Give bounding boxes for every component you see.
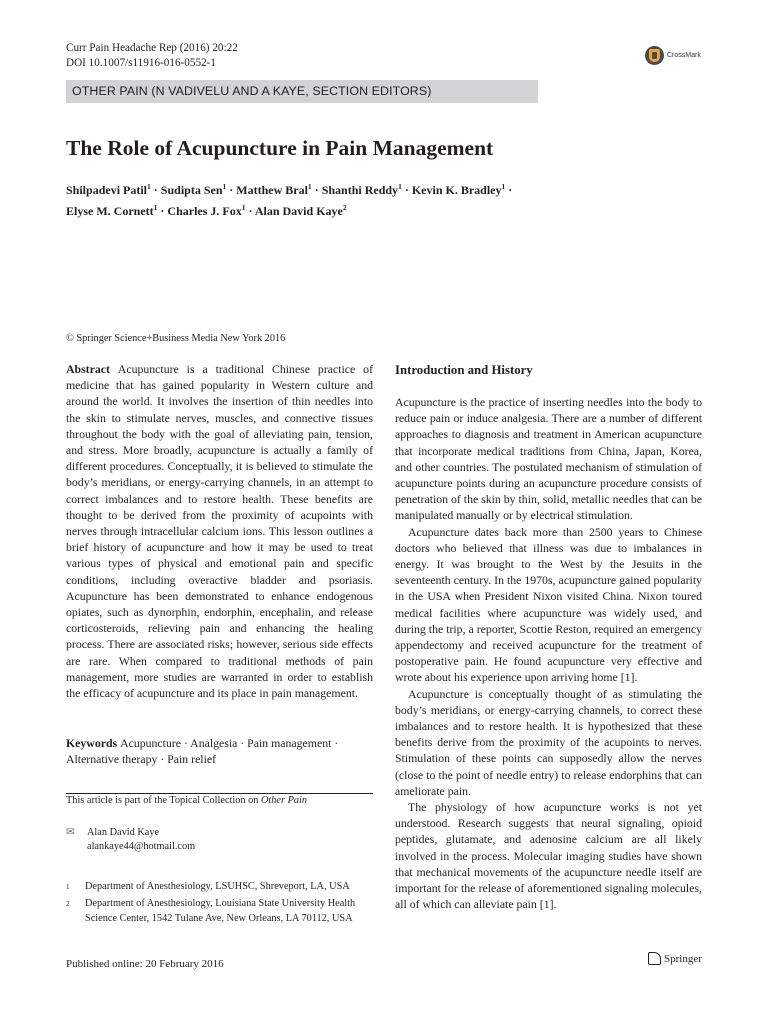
author-name[interactable]: Charles J. Fox xyxy=(167,204,242,218)
journal-header xyxy=(66,41,238,71)
envelope-icon: ✉ xyxy=(66,827,75,838)
paragraph: Acupuncture is conceptually thought of as stimulating the body’s meridians, or energy-carrying channels, to correct these imbalances and to restore health. It is hypothesized that these benefits derive from the proximity of the acupoints to nerves. Stimulation of these points can supposedly allow the nerves (close to the point of needle entry) to release endorphins that can ameliorate pain. xyxy=(395,686,702,798)
section-banner: OTHER PAIN (N VADIVELU AND A KAYE, SECTION EDITORS) xyxy=(66,80,538,103)
author-name[interactable]: Elyse M. Cornett xyxy=(66,204,154,218)
paragraph: The physiology of how acupuncture works is not yet understood. Research suggests that neural signaling, opioid peptides, glutamate, and adenosine calcium are all likely involved in the process. Molecular imaging studies have shown that mechanical movements of the acupuncture needle itself are important for the release of aforementioned signaling molecules, all of which can alleviate pain [1]. xyxy=(395,800,702,912)
intro-body xyxy=(395,394,702,913)
paragraph: Acupuncture is the practice of inserting needles into the body to reduce pain or induce analgesia. There are a number of different approaches to diagnosis and treatment in American acupuncture that incorporate medical traditions from China, Japan, Korea, and other countries. The postulated mechanism of stimulation of acupuncture points during an acupuncture procedure consists of penetration of the skin by thin, solid, metallic needles that can be manipulated manually or by electrical stimulation. xyxy=(395,395,702,523)
author-name[interactable]: Sudipta Sen xyxy=(160,183,223,197)
affiliation-number: 1 xyxy=(66,883,70,891)
affiliation-2 xyxy=(66,897,373,926)
copyright-notice: © Springer Science+Business Media New York 2016 xyxy=(66,333,286,344)
affiliation-number: 2 xyxy=(66,900,70,908)
author-affiliation-mark: 1 xyxy=(147,182,151,191)
affiliation-text: Department of Anesthesiology, Louisiana State University Health Science Center, 1542 Tulane Ave, New Orleans, LA 70112, USA xyxy=(85,898,356,924)
author-list: Shilpadevi Patil$^1$ · Sudipta Sen$^1$ · Matthew Bral$^1$ · Shanthi Reddy$^1$ · Kevin K. Bradley$^1$ · Elyse M. Cornett$^1$ · Charles J. Fox$^1$ · Alan David Kaye$^2$ xyxy=(66,182,513,218)
footnote-divider xyxy=(66,793,373,794)
crossmark-label: CrossMark xyxy=(667,51,701,59)
abstract xyxy=(66,361,373,701)
crossmark-badge[interactable] xyxy=(645,44,715,66)
corresponding-email[interactable]: alankaye44@hotmail.com xyxy=(87,841,196,852)
keywords xyxy=(66,735,373,767)
author-affiliation-mark: 2 xyxy=(342,203,347,212)
collection-topic-link[interactable]: Other Pain xyxy=(260,795,308,806)
keywords-text: Acupuncture · Analgesia · Pain management · Alternative therapy · Pain relief xyxy=(66,736,339,767)
collection-prefix: This article is part of the Topical Collection on xyxy=(66,795,261,806)
abstract-text: Acupuncture is a traditional Chinese practice of medicine that has gained popularity in Western culture and around the world. It involves the insertion of thin needles into the skin to stimulate nerves, muscles, and connective tissues throughout the body with the goal of alleviating pain, tension, and stress. More broadly, acupuncture is actually a family of different procedures. Conceptually, it is believed to stimulate the body’s meridians, or energy-carrying channels, in an attempt to correct imbalances and to restore health. These benefits are thought to be derived from the proximity of acupoints with nerves through intracellular calcium ions. This lesson outlines a brief history of acupuncture and how it may be used to treat various types of physical and emotional pain and specific conditions, including overactive bladder and psoriasis. Acupuncture has been demonstrated to enhance endogenous opiates, such as dynorphin, endorphin, encephalin, and release corticosteroids, relieving pain and enhancing the healing process. There are associated risks; however, serious side effects are rare. When compared to traditional methods of pain management, more studies are warranted in order to establish the efficacy of acupuncture and its place in pain management. xyxy=(66,362,373,701)
corresponding-author: Alan David Kaye xyxy=(87,827,160,838)
paragraph: Acupuncture dates back more than 2500 years to Chinese doctors who believed that illness was due to imbalances in energy. It was brought to the West by the Jesuits in the seventeenth century. In the 1970s, acupuncture gained popularity in the USA when President Nixon visited China. Nixon toured medical facilities where acupuncture was widely used, and during the trip, a reporter, Scottie Reston, required an emergency appendectomy and received acupuncture for the treatment of postoperative pain. He found acupuncture very effective and wrote about his experience upon arriving home [1]. xyxy=(395,524,702,685)
article-title: The Role of Acupuncture in Pain Management xyxy=(66,136,494,160)
author-affiliation-mark: 1 xyxy=(398,182,402,191)
correspondence xyxy=(66,826,195,854)
affiliation-1 xyxy=(66,880,373,895)
author-name[interactable]: Alan David Kaye xyxy=(254,204,343,218)
crossmark-icon xyxy=(645,46,664,65)
author-name[interactable]: Kevin K. Bradley xyxy=(411,183,502,197)
author-affiliation-mark: 1 xyxy=(307,182,312,191)
topical-collection-note xyxy=(66,795,307,806)
affiliation-text: Department of Anesthesiology, LSUHSC, Shreveport, LA, USA xyxy=(85,881,350,892)
author-affiliation-mark: 1 xyxy=(241,203,246,212)
author-affiliation-mark: 1 xyxy=(153,203,158,212)
abstract-label: Abstract xyxy=(66,362,110,376)
published-date: Published online: 20 February 2016 xyxy=(66,958,224,970)
journal-citation: Curr Pain Headache Rep (2016) 20:22 xyxy=(66,42,238,54)
keywords-label: Keywords xyxy=(66,736,118,750)
publisher-name: Springer xyxy=(664,952,702,965)
section-heading: Introduction and History xyxy=(395,363,533,377)
springer-horse-icon xyxy=(648,952,661,965)
springer-logo xyxy=(648,952,702,965)
author-name[interactable]: Matthew Bral xyxy=(236,183,308,197)
doi[interactable]: DOI 10.1007/s11916-016-0552-1 xyxy=(66,57,216,69)
author-affiliation-mark: 1 xyxy=(501,182,506,191)
author-affiliation-mark: 1 xyxy=(222,182,227,191)
author-name[interactable]: Shilpadevi Patil xyxy=(66,183,148,197)
author-name[interactable]: Shanthi Reddy xyxy=(321,183,399,197)
